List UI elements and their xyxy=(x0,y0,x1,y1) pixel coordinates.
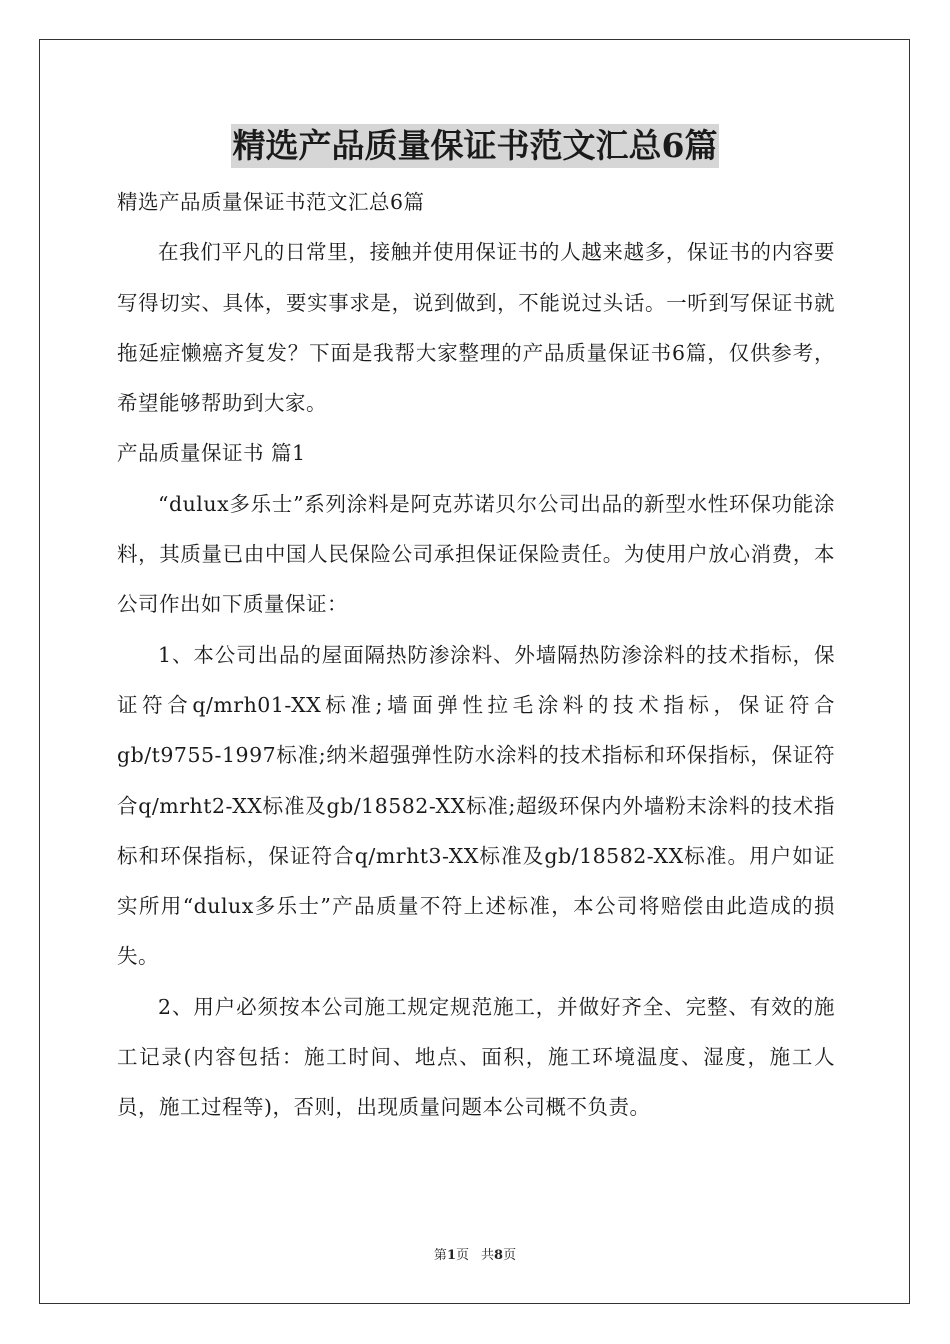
title-wrap xyxy=(0,124,950,168)
body-paragraph-3: 2、用户必须按本公司施工规定规范施工，并做好齐全、完整、有效的施工记录(内容包括：施工时间、地点、面积，施工环境温度、湿度，施工人员，施工过程等)，否则，出现质量问题本公司概不负责。 xyxy=(117,994,835,1120)
intro-paragraph: 在我们平凡的日常里，接触并使用保证书的人越来越多，保证书的内容要写得切实、具体，要实事求是，说到做到，不能说过头话。一听到写保证书就拖延症懒癌齐复发？下面是我帮大家整理的产品质量保证书6篇，仅供参考，希望能够帮助到大家。 xyxy=(117,240,835,416)
section-heading: 产品质量保证书 篇1 xyxy=(117,441,306,466)
page-prefix: 第 xyxy=(433,1248,447,1263)
page-suffix: 页 xyxy=(455,1248,469,1263)
body-paragraph-1: “dulux多乐士”系列涂料是阿克苏诺贝尔公司出品的新型水性环保功能涂料，其质量已由中国人民保险公司承担保证保险责任。为使用户放心消费，本公司作出如下质量保证： xyxy=(117,491,835,617)
page-current: 1 xyxy=(446,1248,456,1263)
document-subtitle: 精选产品质量保证书范文汇总6篇 xyxy=(117,190,425,214)
total-suffix: 页 xyxy=(503,1248,517,1263)
body-paragraph-2: 1、本公司出品的屋面隔热防渗涂料、外墙隔热防渗涂料的技术指标，保证符合q/mrh01-XX标准;墙面弹性拉毛涂料的技术指标，保证符合gb/t9755-1997标准;纳米超强弹性防水涂料的技术指标和环保指标，保证符合q/mrht2-XX标准及gb/18582-XX标准;超级环保内外墙粉末涂料的技术指标和环保指标，保证符合q/mrht3-XX标准及gb/18582-XX标准。用户如证实所用“dulux多乐士”产品质量不符上述标准，本公司将赔偿由此造成的损失。 xyxy=(117,642,835,969)
page-total: 8 xyxy=(494,1248,504,1263)
document-body xyxy=(117,177,835,1133)
document-title: 精选产品质量保证书范文汇总6篇 xyxy=(231,124,720,168)
total-prefix: 共 xyxy=(481,1248,495,1263)
page-footer xyxy=(0,1244,950,1263)
